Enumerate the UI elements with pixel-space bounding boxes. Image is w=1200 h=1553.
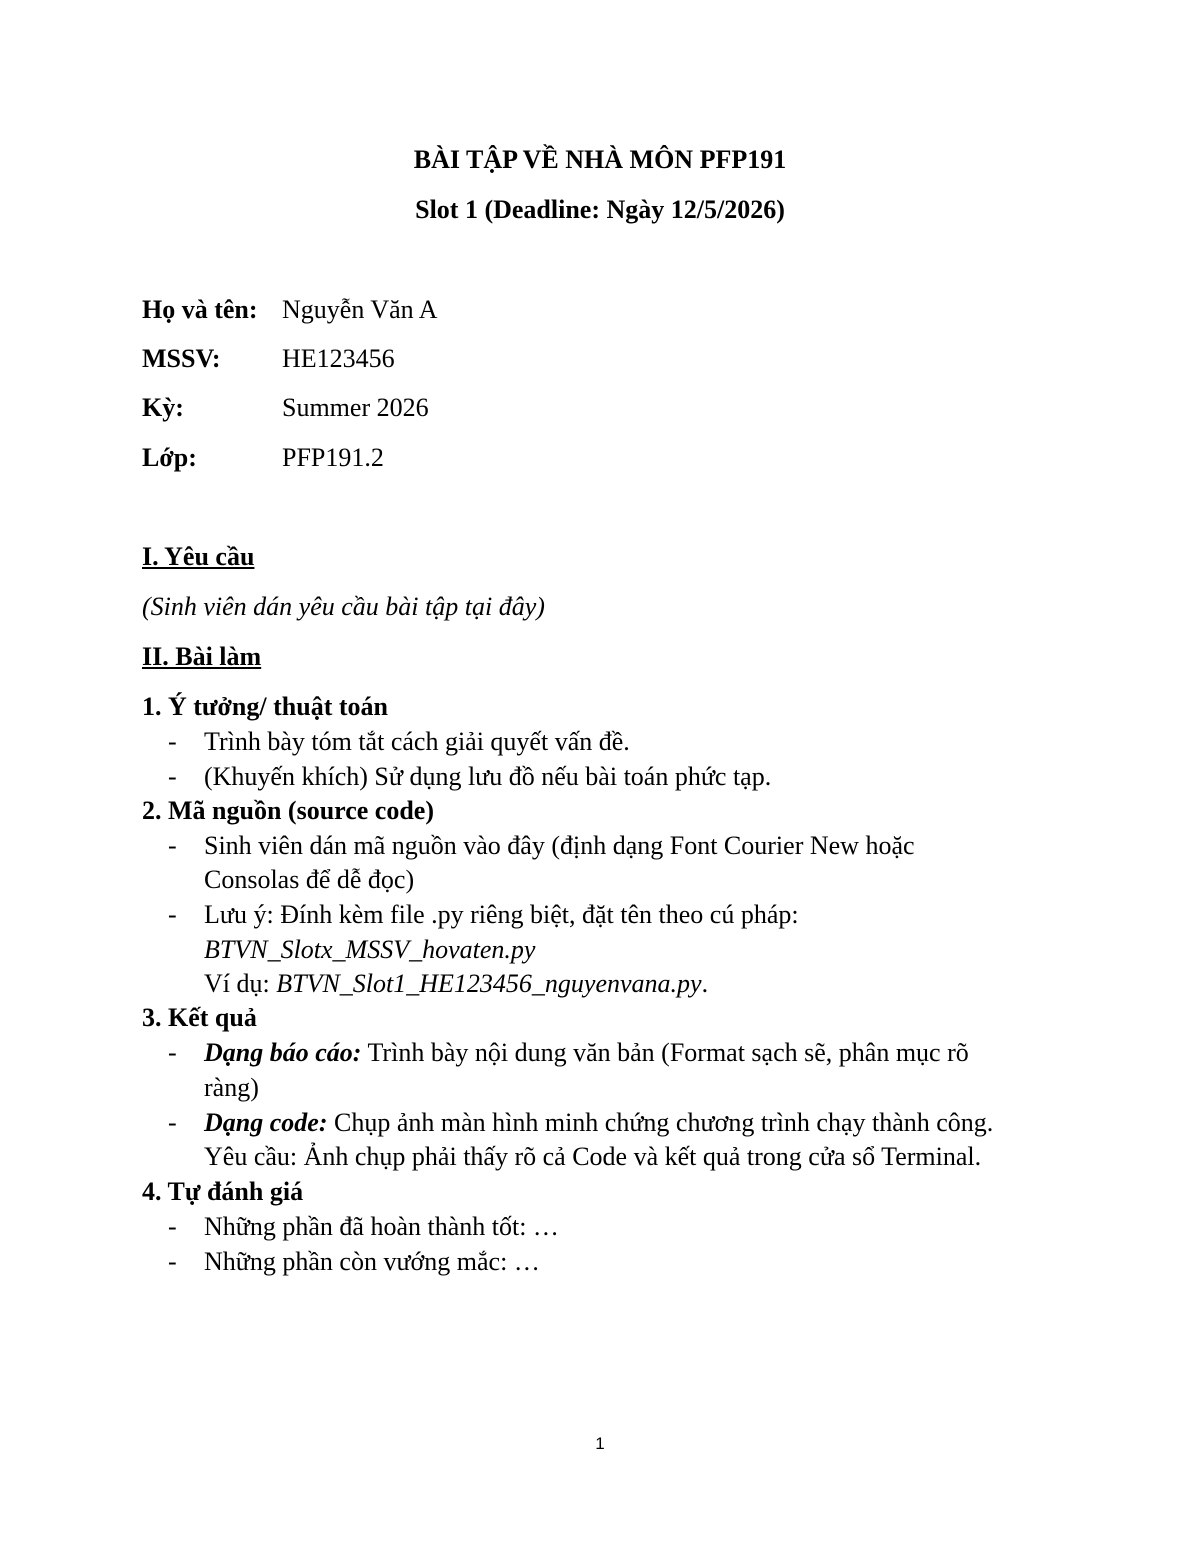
bullet-dash: -: [168, 762, 177, 791]
report-format-label: Dạng báo cáo:: [204, 1038, 362, 1067]
report-format-text: Trình bày nội dung văn bản (Format sạch sẽ, phân mục rõ: [361, 1038, 969, 1067]
self-assessment-bullet-2: Những phần còn vướng mắc: …: [204, 1247, 540, 1276]
section-work-heading: II. Bài làm: [142, 642, 262, 671]
bullet-dash: -: [168, 1038, 177, 1067]
requirements-note: (Sinh viên dán yêu cầu bài tập tại đây): [142, 592, 545, 621]
source-bullet-1-line-1: Sinh viên dán mã nguồn vào đây (định dạng Font Courier New hoặc: [204, 831, 915, 860]
example-suffix: .: [701, 969, 709, 998]
term-value: Summer 2026: [282, 393, 429, 422]
file-name-example: [204, 968, 708, 999]
student-id-label: MSSV:: [142, 344, 221, 373]
results-bullet-2-line-1: [204, 1107, 993, 1138]
part-self-assessment-title: 4. Tự đánh giá: [142, 1177, 304, 1206]
bullet-dash: -: [168, 831, 177, 860]
bullet-dash: -: [168, 1108, 177, 1137]
term-label: Kỳ:: [142, 393, 184, 422]
section-requirements-heading: I. Yêu cầu: [142, 542, 255, 571]
part-idea-title: 1. Ý tưởng/ thuật toán: [142, 692, 388, 721]
results-bullet-2-line-2: Yêu cầu: Ảnh chụp phải thấy rõ cả Code và kết quả trong cửa sổ Terminal.: [204, 1142, 982, 1171]
class-label: Lớp:: [142, 443, 197, 472]
bullet-dash: -: [168, 900, 177, 929]
document-subtitle: Slot 1 (Deadline: Ngày 12/5/2026): [415, 195, 785, 224]
source-bullet-2-line-1: Lưu ý: Đính kèm file .py riêng biệt, đặt tên theo cú pháp:: [204, 900, 799, 929]
source-bullet-1-line-2: Consolas để dễ đọc): [204, 865, 415, 894]
name-value: Nguyễn Văn A: [282, 295, 438, 324]
student-id-value: HE123456: [282, 344, 395, 373]
idea-bullet-1: Trình bày tóm tắt cách giải quyết vấn đề.: [204, 727, 630, 756]
part-results-title: 3. Kết quả: [142, 1003, 257, 1032]
class-value: PFP191.2: [282, 443, 384, 472]
file-name-pattern: BTVN_Slotx_MSSV_hovaten.py: [204, 935, 536, 964]
bullet-dash: -: [168, 1212, 177, 1241]
bullet-dash: -: [168, 1247, 177, 1276]
code-format-text: Chụp ảnh màn hình minh chứng chương trình chạy thành công.: [327, 1108, 994, 1137]
results-bullet-1-line-1: [204, 1037, 969, 1068]
part-source-code-title: 2. Mã nguồn (source code): [142, 796, 435, 825]
bullet-dash: -: [168, 727, 177, 756]
idea-bullet-2: (Khuyến khích) Sử dụng lưu đồ nếu bài toán phức tạp.: [204, 762, 772, 791]
document-title: BÀI TẬP VỀ NHÀ MÔN PFP191: [413, 145, 787, 174]
self-assessment-bullet-1: Những phần đã hoàn thành tốt: …: [204, 1212, 559, 1241]
page-number: 1: [595, 1434, 605, 1453]
code-format-label: Dạng code:: [204, 1108, 328, 1137]
example-file-name: BTVN_Slot1_HE123456_nguyenvana.py: [276, 969, 702, 998]
example-prefix: Ví dụ:: [204, 969, 277, 998]
name-label: Họ và tên:: [142, 295, 258, 324]
results-bullet-1-line-2: ràng): [204, 1073, 259, 1102]
